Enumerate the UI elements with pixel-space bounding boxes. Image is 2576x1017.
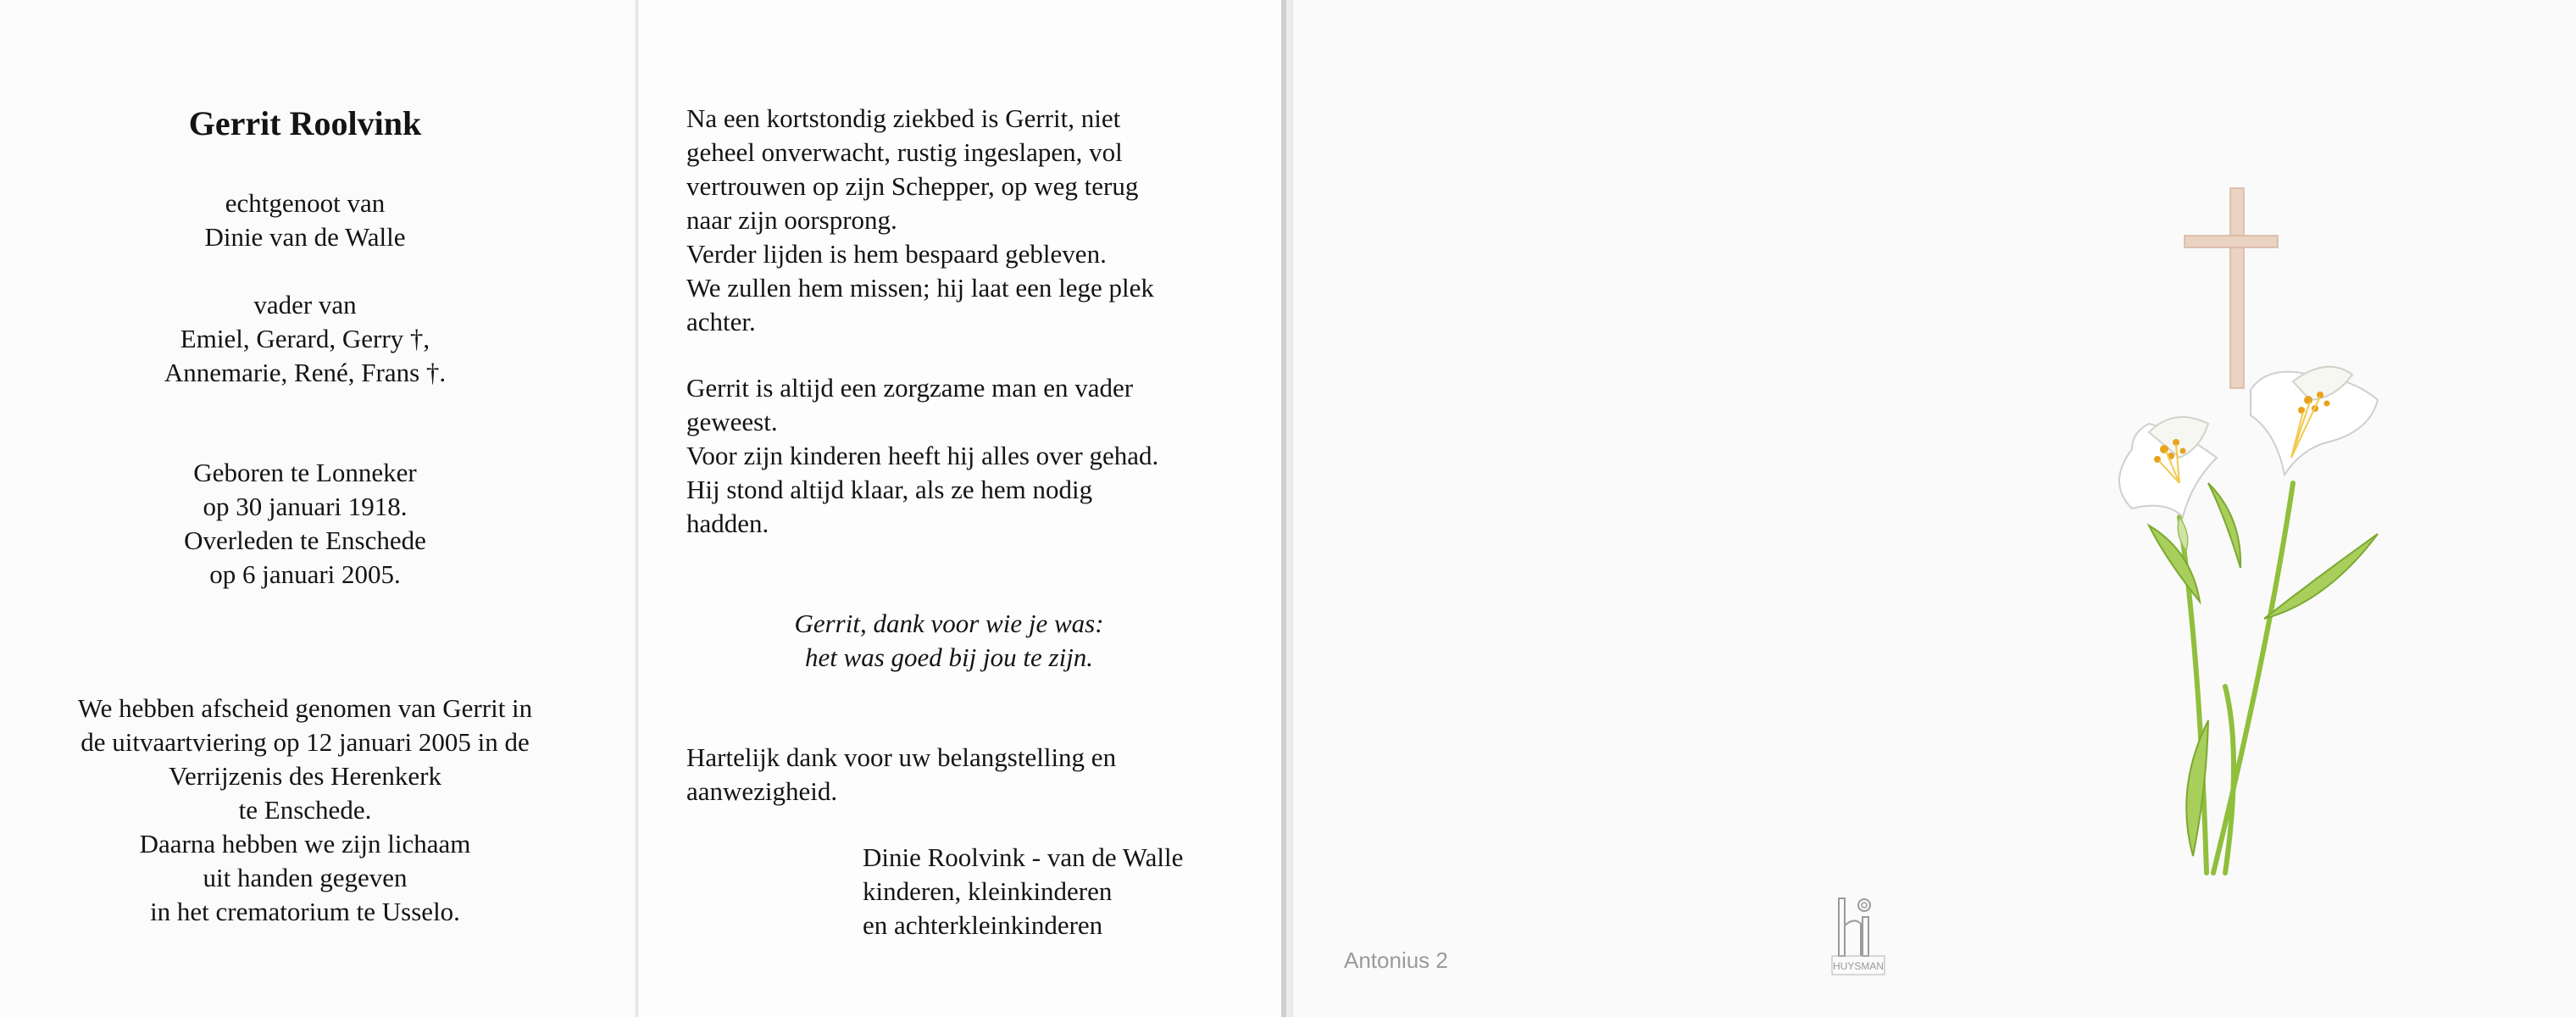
paragraph-line: geheel onverwacht, rustig ingeslapen, vol xyxy=(686,137,1123,167)
cross-icon xyxy=(2185,188,2278,388)
huysman-logo-graphic xyxy=(1827,897,1895,978)
cross-lily-illustration xyxy=(2098,178,2454,907)
paragraph-line: Na een kortstondig ziekbed is Gerrit, niet xyxy=(686,103,1121,133)
signature-line: kinderen, kleinkinderen xyxy=(863,876,1113,906)
publisher-code: Antonius 2 xyxy=(1344,948,1448,973)
farewell-line: Verrijzenis des Herenkerk xyxy=(169,761,441,791)
paragraph-line: We zullen hem missen; hij laat een lege plek xyxy=(686,273,1154,303)
paragraph-character xyxy=(686,371,1158,541)
born-date: op 30 januari 1918. xyxy=(203,492,408,521)
children-relation: vader van xyxy=(253,290,357,320)
died-date: op 6 januari 2005. xyxy=(209,559,401,589)
huysman-logo xyxy=(1827,897,1895,982)
born-place: Geboren te Lonneker xyxy=(193,458,417,487)
paragraph-line: naar zijn oorsprong. xyxy=(686,205,897,235)
farewell-line: in het crematorium te Usselo. xyxy=(150,897,460,926)
paragraph-line: vertrouwen op zijn Schepper, op weg terug xyxy=(686,171,1139,201)
spouse-block xyxy=(0,186,610,254)
children-line-1: Emiel, Gerard, Gerry †, xyxy=(180,324,430,353)
signature-line: Dinie Roolvink - van de Walle xyxy=(863,842,1184,872)
quote-line: het was goed bij jou te zijn. xyxy=(804,642,1094,672)
thanks-line: Hartelijk dank voor uw belangstelling en xyxy=(686,742,1117,772)
paragraph-line: Hij stond altijd klaar, als ze hem nodig xyxy=(686,475,1093,504)
signature-line: en achterkleinkinderen xyxy=(863,910,1103,940)
farewell-line: Daarna hebben we zijn lichaam xyxy=(139,829,471,859)
signature xyxy=(863,841,1183,942)
died-place: Overleden te Enschede xyxy=(184,525,426,555)
card-panel-left xyxy=(0,0,637,1017)
farewell-line: uit handen gegeven xyxy=(203,863,408,892)
paragraph-line: Verder lijden is hem bespaard gebleven. xyxy=(686,239,1107,269)
logo-text: HUYSMAN xyxy=(1832,960,1885,972)
children-line-2: Annemarie, René, Frans †. xyxy=(164,358,447,387)
thanks xyxy=(686,741,1116,809)
paragraph-illness xyxy=(686,102,1154,339)
farewell-block xyxy=(0,692,610,929)
paragraph-line: geweest. xyxy=(686,407,778,436)
card-panel-cover xyxy=(1291,0,2576,1017)
spouse-name: Dinie van de Walle xyxy=(204,222,406,252)
lily-flower-right xyxy=(2251,367,2378,475)
children-block xyxy=(0,288,610,390)
quote-line: Gerrit, dank voor wie je was: xyxy=(794,609,1104,638)
card-panel-middle xyxy=(639,0,1286,1017)
thanks-line: aanwezigheid. xyxy=(686,776,838,806)
paragraph-line: Gerrit is altijd een zorgzame man en vader xyxy=(686,373,1134,403)
quote xyxy=(686,607,1212,675)
paragraph-line: Voor zijn kinderen heeft hij alles over gehad. xyxy=(686,441,1159,470)
paragraph-line: hadden. xyxy=(686,508,769,538)
lily-flower-left xyxy=(2119,417,2217,551)
spouse-relation: echtgenoot van xyxy=(225,188,386,218)
farewell-line: te Enschede. xyxy=(238,795,372,825)
life-dates-block xyxy=(0,456,610,592)
farewell-line: de uitvaartviering op 12 januari 2005 in de xyxy=(80,727,530,757)
deceased-name: Gerrit Roolvink xyxy=(188,104,422,142)
farewell-line: We hebben afscheid genomen van Gerrit in xyxy=(77,693,533,723)
paragraph-line: achter. xyxy=(686,307,756,336)
